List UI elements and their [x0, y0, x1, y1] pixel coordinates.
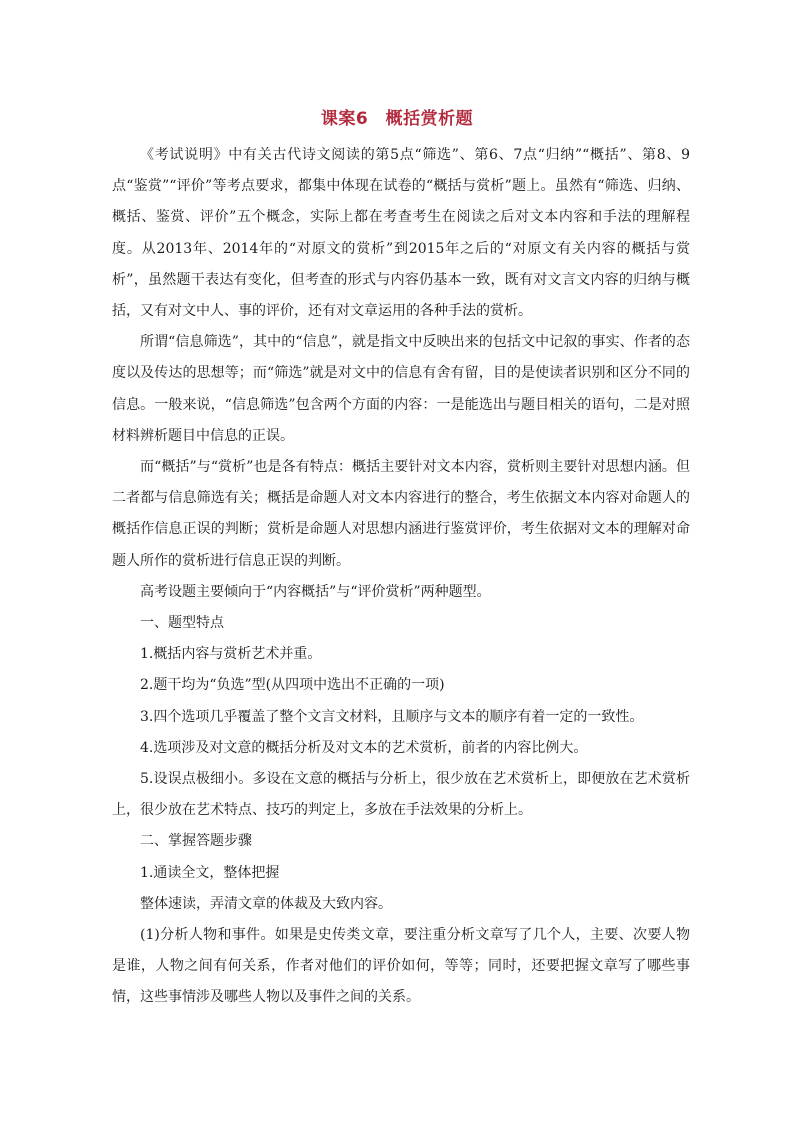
- list-item: 5.设误点极细小。多设在文意的概括与分析上，很少放在艺术赏析上，即便放在艺术赏析上，很少放在艺术特点、技巧的判定上，多放在手法效果的分析上。: [112, 771, 690, 819]
- paragraph-intro: 《考试说明》中有关古代诗文阅读的第5点“筛选”、第6、7点“归纳”“概括”、第8、9点“鉴赏”“评价”等考点要求，都集中体现在试卷的“概括与赏析”题上。虽然有“筛选、归纳、概括、鉴赏、评价”五个概念，实际上都在考查考生在阅读之后对文本内容和手法的理解程度。从2013年、2014年的“对原文的赏析”到2015年之后的“对原文有关内容的概括与赏析”，虽然题干表达有变化，但考查的形式与内容仍基本一致，既有对文言文内容的归纳与概括，又有对文中人、事的评价，还有对文章运用的各种手法的赏析。: [112, 147, 690, 320]
- section-heading-steps: 二、掌握答题步骤: [140, 833, 252, 850]
- page-title: 课案6 概括赏析题: [320, 109, 474, 129]
- document-body: [112, 140, 690, 1014]
- list-item: 3.四个选项几乎覆盖了整个文言文材料，且顺序与文本的顺序有着一定的一致性。: [140, 708, 644, 725]
- paragraph-question-types: 高考设题主要倾向于“内容概括”与“评价赏析”两种题型。: [140, 583, 491, 600]
- list-item: 4.选项涉及对文意的概括分析及对文本的艺术赏析，前者的内容比例大。: [140, 739, 588, 756]
- paragraph-step-detail: (1)分析人物和事件。如果是史传类文章，要注重分析文章写了几个人，主要、次要人物是谁，人物之间有何关系，作者对他们的评价如何，等等；同时，还要把握文章写了哪些事情，这些事情涉及哪些人物以及事件之间的关系。: [112, 927, 690, 1006]
- paragraph-info-screening: 所谓“信息筛选”，其中的“信息”，就是指文中反映出来的包括文中记叙的事实、作者的态度以及传达的思想等；而“筛选”就是对文中的信息有舍有留，目的是使读者识别和区分不同的信息。一般来说，“信息筛选”包含两个方面的内容：一是能选出与题目相关的语句，二是对照材料辨析题目中信息的正误。: [112, 334, 690, 444]
- list-item: 1.概括内容与赏析艺术并重。: [140, 646, 322, 663]
- step-heading: 1.通读全文，整体把握: [140, 864, 280, 881]
- paragraph-summary-appreciation: 而“概括”与“赏析”也是各有特点：概括主要针对文本内容，赏析则主要针对思想内涵。但二者都与信息筛选有关；概括是命题人对文本内容进行的整合，考生依据文本内容对命题人的概括作信息正误的判断；赏析是命题人对思想内涵进行鉴赏评价，考生依据对文本的理解对命题人所作的赏析进行信息正误的判断。: [112, 459, 690, 569]
- list-item: 2.题干均为“负选”型(从四项中选出不正确的一项): [140, 677, 445, 694]
- paragraph-step-desc: 整体速读，弄清文章的体裁及大致内容。: [140, 895, 392, 912]
- section-heading-features: 一、题型特点: [140, 615, 224, 632]
